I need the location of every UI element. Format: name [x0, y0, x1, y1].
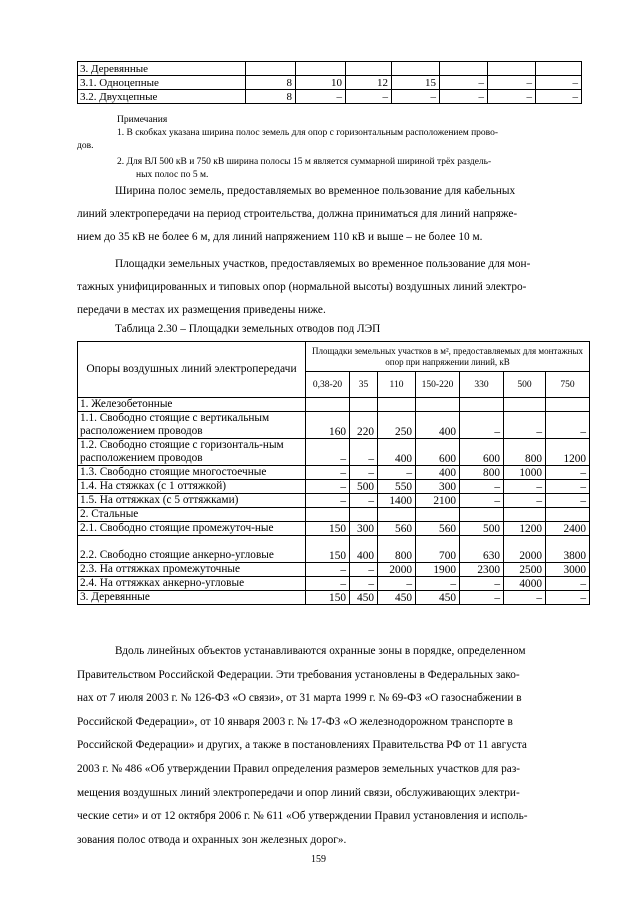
cell-value	[346, 62, 392, 76]
cell-value: –	[460, 412, 504, 439]
cell-value: –	[488, 90, 536, 104]
cell-value: 500	[460, 522, 504, 536]
cell-value: 560	[378, 522, 416, 536]
cell-value: –	[460, 480, 504, 494]
cell-value	[546, 398, 590, 412]
table-row	[78, 439, 590, 466]
table-row	[78, 398, 590, 412]
cell-value: 1200	[546, 439, 590, 466]
cell-value: –	[306, 494, 350, 508]
cell-value: –	[350, 439, 378, 466]
header-voltage: 500	[504, 372, 546, 398]
cell-value: –	[488, 76, 536, 90]
cell-value: 300	[416, 480, 460, 494]
cell-value: 3000	[546, 563, 590, 577]
row-label: 2.3. На оттяжках промежуточные	[78, 563, 306, 577]
cell-value	[378, 398, 416, 412]
table-row	[78, 536, 590, 563]
cell-value	[296, 62, 346, 76]
cell-value: 2400	[546, 522, 590, 536]
cell-value: 400	[378, 439, 416, 466]
cell-value	[416, 508, 460, 522]
cell-value	[460, 508, 504, 522]
cell-value: 800	[378, 536, 416, 563]
table-row	[78, 522, 590, 536]
cell-value: 15	[392, 76, 440, 90]
paragraph-3-line: 2003 г. № 486 «Об утверждении Правил определения размеров земельных участков для раз-	[77, 763, 521, 775]
notes-title: Примечания	[117, 115, 168, 125]
cell-value: 450	[350, 591, 378, 605]
note-2-line-1: 2. Для ВЛ 500 кВ и 750 кВ ширина полосы 15 м является суммарной шириной трёх раздель-	[117, 157, 492, 167]
row-label: 1.1. Свободно стоящие с вертикальным расположением проводов	[78, 412, 306, 439]
table-caption: Таблица 2.30 – Площадки земельных отводов под ЛЭП	[115, 323, 381, 335]
cell-value: 1400	[378, 494, 416, 508]
cell-value: 150	[306, 591, 350, 605]
paragraph-3-line: зования полос отвода и охранных зон железных дорог».	[77, 833, 347, 846]
cell-value	[350, 398, 378, 412]
paragraph-3-line: ческие сети» и от 12 октября 2006 г. № 611 «Об утверждении Правил установления и исполь-	[77, 810, 528, 823]
cell-value: –	[440, 76, 488, 90]
cell-value: –	[306, 480, 350, 494]
top-table-row	[78, 62, 582, 76]
paragraph-3-line: Российской Федерации», от 10 января 2003 г. № 17-ФЗ «О железнодорожном транспорте в	[77, 715, 513, 728]
cell-value: –	[440, 90, 488, 104]
note-1-line-1: 1. В скобках указана ширина полос земель для опор с горизонтальным расположением прово-	[117, 128, 499, 138]
cell-value	[504, 398, 546, 412]
header-voltage: 110	[378, 372, 416, 398]
paragraph-3-line: нах от 7 июля 2003 г. № 126-ФЗ «О связи», от 31 марта 1999 г. № 69-ФЗ «О газоснабжении в	[77, 692, 522, 705]
cell-value: –	[460, 591, 504, 605]
cell-value	[392, 62, 440, 76]
cell-value: –	[504, 412, 546, 439]
row-label: 1.2. Свободно стоящие с горизонталь-ным расположением проводов	[78, 439, 306, 466]
row-label: 3.1. Одноцепные	[78, 76, 246, 90]
cell-value: 4000	[504, 577, 546, 591]
cell-value: –	[504, 494, 546, 508]
top-table	[77, 61, 582, 104]
cell-value: –	[460, 494, 504, 508]
main-table	[77, 341, 590, 605]
cell-value: 8	[246, 76, 296, 90]
cell-value: 12	[346, 76, 392, 90]
header-voltage: 150-220	[416, 372, 460, 398]
row-label: 1.4. На стяжках (с 1 оттяжкой)	[78, 480, 306, 494]
cell-value: 550	[378, 480, 416, 494]
cell-value: –	[378, 577, 416, 591]
cell-value: –	[546, 577, 590, 591]
cell-value: 600	[416, 439, 460, 466]
cell-value: –	[346, 90, 392, 104]
cell-value: –	[306, 577, 350, 591]
note-1-line-2: дов.	[77, 141, 94, 151]
row-label: 2.2. Свободно стоящие анкерно-угловые	[78, 536, 306, 563]
table-row	[78, 577, 590, 591]
cell-value: 450	[378, 591, 416, 605]
cell-value: 600	[460, 439, 504, 466]
cell-value: 1900	[416, 563, 460, 577]
row-label: 1.3. Свободно стоящие многостоечные	[78, 466, 306, 480]
cell-value: 800	[504, 439, 546, 466]
header-supports: Опоры воздушных линий электропередачи	[78, 342, 306, 398]
paragraph-2-line-3: передачи в местах их размещения приведены ниже.	[77, 304, 326, 316]
row-label: 2.1. Свободно стоящие промежуточ-ные	[78, 522, 306, 536]
cell-value	[350, 508, 378, 522]
cell-value: 500	[350, 480, 378, 494]
cell-value: 150	[306, 536, 350, 563]
header-voltage: 750	[546, 372, 590, 398]
cell-value: –	[460, 577, 504, 591]
cell-value: 400	[416, 466, 460, 480]
table-row	[78, 591, 590, 605]
row-label: 3. Деревянные	[78, 62, 246, 76]
table-row	[78, 508, 590, 522]
header-voltage: 0,38-20	[306, 372, 350, 398]
cell-value	[306, 398, 350, 412]
cell-value: 1000	[504, 466, 546, 480]
cell-value: 3800	[546, 536, 590, 563]
paragraph-3-line: Правительством Российской Федерации. Эти требования установлены в Федеральных зако-	[77, 668, 520, 681]
cell-value: 560	[416, 522, 460, 536]
cell-value: 2300	[460, 563, 504, 577]
cell-value	[306, 508, 350, 522]
cell-value: –	[306, 439, 350, 466]
row-label: 3.2. Двухцепные	[78, 90, 246, 104]
cell-value: –	[350, 563, 378, 577]
cell-value: –	[546, 466, 590, 480]
header-voltage: 35	[350, 372, 378, 398]
cell-value: 450	[416, 591, 460, 605]
cell-value: 2000	[504, 536, 546, 563]
row-label: 2.4. На оттяжках анкерно-угловые	[78, 577, 306, 591]
cell-value: –	[350, 577, 378, 591]
cell-value: 400	[416, 412, 460, 439]
cell-value: –	[350, 494, 378, 508]
table-row	[78, 412, 590, 439]
paragraph-3-line: мещения воздушных линий электропередачи и опор линий связи, обслуживающих электри-	[77, 786, 520, 799]
paragraph-3-line: Российской Федерации» и других, а также в постановлениях Правительства РФ от 11 августа	[77, 739, 527, 752]
cell-value	[246, 62, 296, 76]
cell-value: 700	[416, 536, 460, 563]
row-label: 1.5. На оттяжках (с 5 оттяжками)	[78, 494, 306, 508]
cell-value: –	[504, 591, 546, 605]
paragraph-1-line-2: линий электропередачи на период строительства, должна приниматься для линий напряже-	[77, 208, 518, 220]
cell-value: 2500	[504, 563, 546, 577]
cell-value: 2100	[416, 494, 460, 508]
row-label: 2. Стальные	[78, 508, 306, 522]
paragraph-1-line-3: нием до 35 кВ не более 6 м, для линий напряжением 110 кВ и выше – не более 10 м.	[77, 231, 483, 243]
cell-value	[460, 398, 504, 412]
cell-value: –	[546, 480, 590, 494]
note-2-line-2: ных полос по 5 м.	[136, 170, 209, 180]
cell-value: –	[306, 563, 350, 577]
header-voltage-group: Площадки земельных участков в м², предоставляемых для монтажных опор при напряжении линий, кВ	[306, 342, 590, 372]
cell-value: –	[546, 591, 590, 605]
cell-value	[440, 62, 488, 76]
cell-value	[504, 508, 546, 522]
cell-value: 630	[460, 536, 504, 563]
top-table-row	[78, 90, 582, 104]
cell-value: 220	[350, 412, 378, 439]
cell-value: 150	[306, 522, 350, 536]
cell-value: 400	[350, 536, 378, 563]
cell-value	[488, 62, 536, 76]
cell-value	[536, 62, 582, 76]
cell-value: –	[378, 466, 416, 480]
cell-value: –	[350, 466, 378, 480]
table-row	[78, 563, 590, 577]
cell-value: 300	[350, 522, 378, 536]
paragraph-1-line-1: Ширина полос земель, предоставляемых во временное пользование для кабельных	[115, 185, 516, 197]
row-label: 1. Железобетонные	[78, 398, 306, 412]
cell-value	[416, 398, 460, 412]
cell-value: –	[536, 76, 582, 90]
table-row	[78, 466, 590, 480]
cell-value: –	[546, 412, 590, 439]
row-label: 3. Деревянные	[78, 591, 306, 605]
cell-value: 8	[246, 90, 296, 104]
table-row	[78, 480, 590, 494]
cell-value: –	[504, 480, 546, 494]
top-table-row	[78, 76, 582, 90]
table-row	[78, 494, 590, 508]
cell-value: 1200	[504, 522, 546, 536]
page-number: 159	[311, 854, 326, 865]
cell-value: –	[546, 494, 590, 508]
paragraph-2-line-1: Площадки земельных участков, предоставляемых во временное пользование для мон-	[115, 258, 531, 270]
cell-value	[546, 508, 590, 522]
cell-value	[378, 508, 416, 522]
cell-value: –	[296, 90, 346, 104]
header-voltage: 330	[460, 372, 504, 398]
paragraph-2-line-2: тажных унифицированных и типовых опор (нормальной высоты) воздушных линий электро-	[77, 281, 527, 293]
cell-value: 10	[296, 76, 346, 90]
cell-value: 160	[306, 412, 350, 439]
paragraph-3-line: Вдоль линейных объектов устанавливаются охранные зоны в порядке, определенном	[115, 645, 526, 657]
cell-value: 2000	[378, 563, 416, 577]
cell-value: 800	[460, 466, 504, 480]
cell-value: –	[392, 90, 440, 104]
cell-value: 250	[378, 412, 416, 439]
cell-value: –	[306, 466, 350, 480]
cell-value: –	[536, 90, 582, 104]
cell-value: –	[416, 577, 460, 591]
